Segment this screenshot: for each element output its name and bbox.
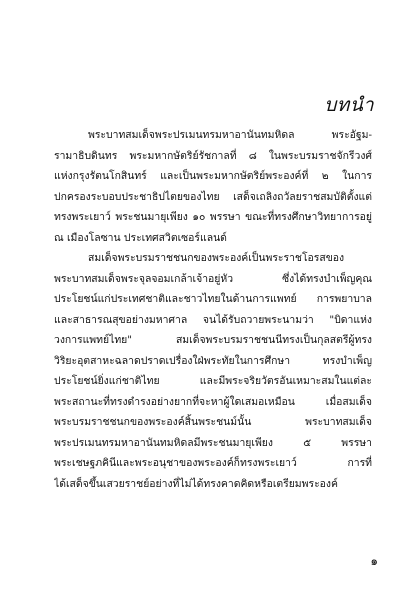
- body-text: [54, 125, 372, 494]
- paragraph-1-line-5: ทรงพระเยาว์ พระชนมายุเพียง ๑๐ พรรษา ขณะที่ทรงศึกษาวิทยาการอยู่: [54, 211, 372, 223]
- paragraph-2-line-8: พระสถานะที่ทรงดำรงอย่างยากที่จะหาผู้ใดเสมอเหมือน เมื่อสมเด็จ: [54, 395, 372, 408]
- paragraph-1-line-1: พระบาทสมเด็จพระปรเมนทรมหาอานันทมหิดล พระอัฐม-: [88, 129, 372, 141]
- paragraph-2-line-5: วงการแพทย์ไทย" สมเด็จพระบรมราชชนนีทรงเป็นกุลสตรีผู้ทรง: [54, 334, 372, 346]
- paragraph-1-line-2: รามาธิบดินทร พระมหากษัตริย์รัชกาลที่ ๘ ในพระบรมราชจักรีวงศ์: [54, 149, 372, 162]
- page-number: ๑: [370, 554, 378, 568]
- chapter-title: บทนำ: [324, 94, 374, 116]
- paragraph-2-line-2: พระบาทสมเด็จพระจุลจอมเกล้าเจ้าอยู่หัว ซึ่งได้ทรงบำเพ็ญคุณ: [54, 272, 372, 285]
- paragraph-1-line-4: ปกครองระบอบประชาธิปไตยของไทย เสด็จเถลิงถวัลยราชสมบัติตั้งแต่: [54, 190, 372, 203]
- paragraph-1-line-6: ณ เมืองโลซาน ประเทศสวิตเซอร์แลนด์: [54, 231, 227, 244]
- paragraph-2-line-11: พระเชษฐภคินีและพระอนุชาของพระองค์ก็ทรงพระเยาว์ การที่: [54, 457, 372, 469]
- paragraph-2-line-6: วิริยะอุตสาหะฉลาดปราดเปรื่องใฝ่พระทัยในการศึกษา ทรงบำเพ็ญ: [54, 354, 372, 367]
- paragraph-2-line-7: ประโยชน์ยิ่งแก่ชาติไทย และมีพระจริยวัตรอันเหมาะสมในแต่ละ: [54, 375, 372, 387]
- paragraph-1-line-3: แห่งกรุงรัตนโกสินทร์ และเป็นพระมหากษัตริย์พระองค์ที่ ๒ ในการ: [54, 170, 372, 182]
- paragraph-2-line-1: สมเด็จพระบรมราชชนกของพระองค์เป็นพระราชโอรสของ: [88, 252, 345, 264]
- paragraph-2-line-4: และสาธารณสุขอย่างมหาศาล จนได้รับถวายพระนามว่า "บิดาแห่ง: [54, 313, 372, 326]
- paragraph-2-line-3: ประโยชน์แก่ประเทศชาติและชาวไทยในด้านการแพทย์ การพยาบาล: [54, 293, 372, 305]
- paragraph-2-line-12: ได้เสด็จขึ้นเสวยราชย์อย่างที่ไม่ได้ทรงคาดคิดหรือเตรียมพระองค์: [54, 477, 338, 490]
- paragraph-2-line-10: พระปรเมนทรมหาอานันทมหิดลมีพระชนมายุเพียง ๕ พรรษา: [54, 436, 372, 449]
- paragraph-2-line-9: พระบรมราชชนกของพระองค์สิ้นพระชนม์นั้น พระบาทสมเด็จ: [54, 416, 372, 428]
